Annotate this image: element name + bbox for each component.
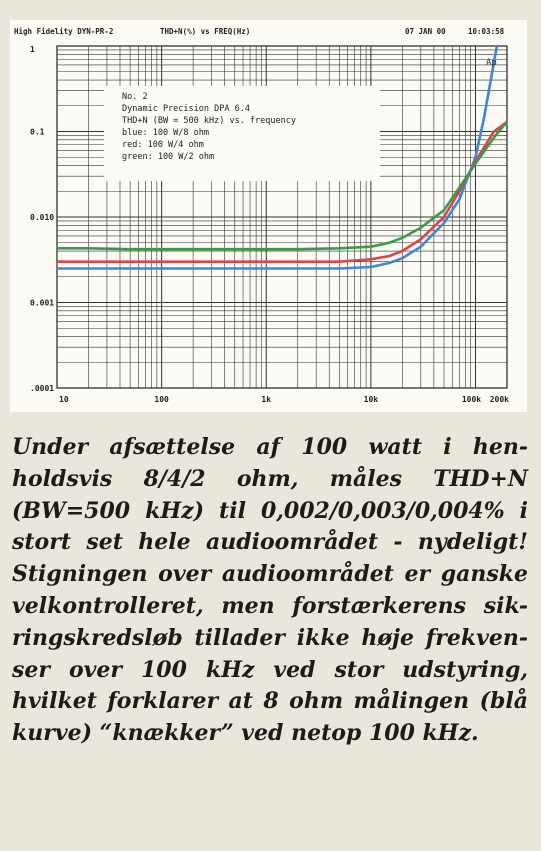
header-left: High Fidelity DYN-PR-2 bbox=[14, 27, 114, 36]
legend-line: red: 100 W/4 ohm bbox=[122, 140, 204, 150]
x-tick-label: 100k bbox=[461, 395, 482, 404]
legend-box bbox=[104, 86, 380, 181]
legend-line: blue: 100 W/8 ohm bbox=[122, 128, 209, 138]
legend-line: green: 100 W/2 ohm bbox=[122, 152, 215, 162]
ap-logo: Ap bbox=[486, 58, 497, 68]
caption-line: holdsvis 8/4/2 ohm, måles THD+N bbox=[12, 465, 528, 492]
header-date: 07 JAN 00 bbox=[405, 27, 446, 36]
y-tick-label: 0.001 bbox=[30, 298, 55, 308]
y-tick-label: 1 bbox=[30, 45, 35, 54]
header-time: 10:03:58 bbox=[468, 27, 505, 36]
y-tick-label: 0.1 bbox=[30, 127, 45, 137]
x-tick-label: 200k bbox=[489, 395, 509, 404]
x-tick-label: 1k bbox=[261, 395, 272, 404]
legend-line: THD+N (BW = 500 kHz) vs. frequency bbox=[122, 116, 296, 126]
x-tick-label: 10 bbox=[59, 395, 69, 404]
caption-line: (BW=500 kHz) til 0,002/0,003/0,004% i bbox=[12, 497, 528, 524]
chart-figure bbox=[10, 20, 527, 412]
thd-chart bbox=[10, 20, 527, 412]
legend-line: No. 2 bbox=[122, 92, 148, 102]
caption-line: kurve) “knækker” ved netop 100 kHz. bbox=[12, 720, 479, 747]
caption-line: velkontrolleret, men forstærkerens sik- bbox=[12, 592, 528, 619]
caption-line: Stigningen over audioområdet er ganske bbox=[12, 561, 528, 588]
caption-line: stort set hele audioområdet - nydeligt! bbox=[12, 529, 528, 556]
caption-line: ser over 100 kHz ved stor udstyring, bbox=[12, 656, 528, 683]
x-tick-label: 100 bbox=[154, 395, 169, 404]
header-middle: THD+N(%) vs FREQ(Hz) bbox=[160, 27, 251, 36]
caption-line: Under afsættelse af 100 watt i hen- bbox=[12, 434, 528, 460]
y-tick-label: 0.010 bbox=[30, 213, 55, 222]
caption bbox=[12, 432, 528, 750]
caption-line: ringskredsløb tillader ikke høje frekven- bbox=[12, 624, 528, 651]
caption-line: hvilket forklarer at 8 ohm målingen (blå bbox=[12, 688, 528, 715]
y-tick-label: .0001 bbox=[30, 384, 55, 393]
x-tick-label: 10k bbox=[363, 395, 379, 404]
legend-line: Dynamic Precision DPA 6.4 bbox=[122, 104, 250, 114]
